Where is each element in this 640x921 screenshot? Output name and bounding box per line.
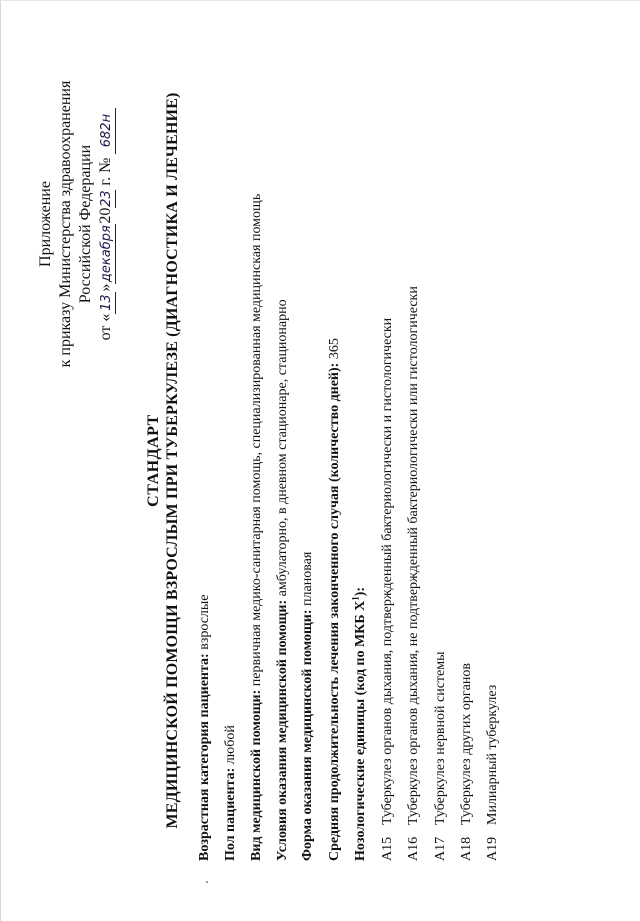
care-form-label: Форма оказания медицинской помощи:: [300, 609, 315, 861]
icd-code: A15: [380, 836, 395, 861]
handwritten-month: декабря: [99, 225, 114, 283]
treatment-duration-field: [327, 338, 343, 861]
age-category-value: взрослые: [197, 594, 212, 650]
appendix-date-line: [96, 74, 116, 374]
age-category-field: [197, 594, 213, 861]
icd-code: A19: [485, 836, 500, 861]
nosology-row: [459, 663, 475, 861]
diagnosis-name: Туберкулез органов дыхания, подтвержденный бактериологически и гистологически: [380, 317, 395, 825]
care-conditions-label: Условия оказания медицинской помощи:: [275, 599, 290, 861]
care-type-field: [249, 194, 265, 861]
care-form-field: [300, 552, 316, 861]
handwritten-day: 13: [99, 292, 116, 314]
year-prefix: 20: [97, 207, 114, 224]
icd-code: A17: [433, 836, 448, 861]
care-form-value: плановая: [300, 551, 315, 606]
nosology-row: [406, 286, 422, 861]
nosology-row: [485, 685, 501, 861]
care-conditions-value: амбулаторно, в дневном стационаре, стационарно: [275, 299, 290, 597]
icd-code: A16: [406, 836, 421, 861]
diagnosis-name: Туберкулез других органов: [459, 663, 474, 825]
nosology-label: Нозологические единицы (код по МКБ X: [353, 600, 368, 861]
date-prefix: от «: [97, 313, 114, 341]
footnote-marker: 1: [350, 596, 361, 601]
nosology-suffix: ):: [353, 586, 368, 597]
age-category-label: Возрастная категория пациента:: [197, 653, 212, 861]
diagnosis-name: Туберкулез нервной системы: [433, 651, 448, 825]
treatment-duration-label: Средняя продолжительность лечения законченного случая (количество дней):: [327, 362, 342, 861]
appendix-block: [36, 74, 116, 374]
icd-code: A18: [459, 836, 474, 861]
patient-sex-value: любой: [223, 725, 238, 765]
diagnosis-name: Туберкулез органов дыхания, не подтвержденный бактериологически или гистологически: [406, 286, 421, 825]
care-type-label: Вид медицинской помощи:: [249, 689, 264, 861]
nosology-row: [433, 651, 449, 861]
nosology-row: [380, 318, 396, 861]
diagnosis-name: Милиарный туберкулез: [485, 684, 500, 825]
care-type-value: первичная медико-санитарная помощь, специализированная медицинская помощь: [249, 193, 264, 687]
date-mid: »: [97, 283, 114, 292]
handwritten-order-number: 682н: [99, 108, 116, 154]
care-conditions-field: [275, 299, 291, 861]
appendix-title: Приложение: [37, 181, 54, 267]
standard-title: СТАНДАРТ: [145, 414, 162, 507]
patient-sex-label: Пол пациента:: [223, 767, 238, 861]
patient-sex-field: [223, 725, 239, 861]
treatment-duration-value: 365: [327, 338, 342, 360]
appendix-order-line: к приказу Министерства здравоохранения: [57, 80, 74, 368]
nosology-header: [350, 586, 369, 861]
appendix-ministry-line: Российской Федерации: [77, 144, 94, 304]
standard-subtitle: МЕДИЦИНСКОЙ ПОМОЩИ ВЗРОСЛЫМ ПРИ ТУБЕРКУЛЕЗЕ (ДИАГНОСТИКА И ЛЕЧЕНИЕ): [164, 92, 181, 829]
year-label: г. №: [97, 157, 114, 186]
handwritten-year: 23: [99, 190, 114, 207]
